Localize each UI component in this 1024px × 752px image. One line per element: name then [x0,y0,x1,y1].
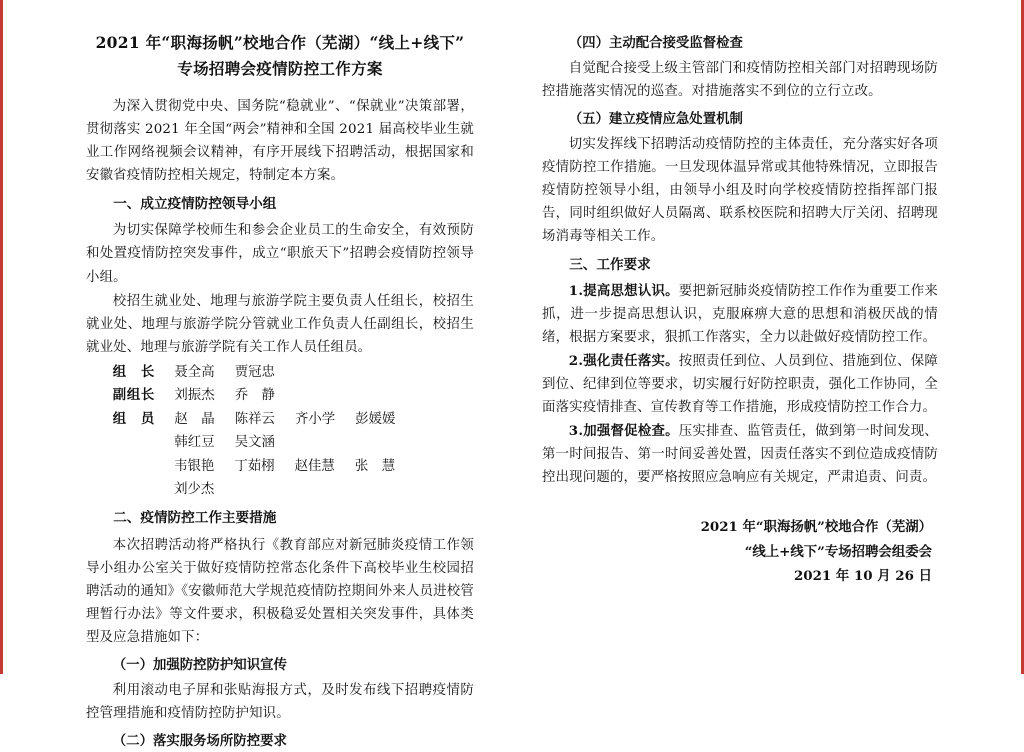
roster-names [174,408,474,455]
document-sheet [10,0,1014,749]
roster-name: 彭媛媛 [355,411,396,427]
page-title-line2: 专场招聘会疫情防控工作方案 [177,58,383,78]
requirement-text: 按照责任到位、人员到位、措施到位、保障到位、纪律到位等要求，切实履行好防控职责，强化工作协同，全面落实疫情排查、宣传教育等工作措施，形成疫情防控工作合力。 [542,354,938,416]
requirement-lead: 2.强化责任落实。 [568,353,679,370]
scan-edge-left [0,0,3,674]
requirement-lead: 3.加强督促检查。 [568,423,679,440]
roster-names [174,361,474,384]
signoff-block [542,515,938,587]
roster-name: 贾冠忠 [234,364,275,380]
subsection-heading-2: （二）落实服务场所防控要求 [112,732,287,749]
subsection-heading-5: （五）建立疫情应急处置机制 [568,110,743,127]
page-title-line1: 2021 年“职海扬帆”校地合作（芜湖）“线上+线下” [95,33,465,52]
roster-name: 韦银艳 [174,458,215,474]
roster-name: 吴文涵 [234,435,275,451]
roster-name: 丁茹栩 [234,458,275,474]
roster-name: 陈祥云 [234,411,275,427]
leadership-roster [86,361,474,502]
signoff-line-1: 2021 年“职海扬帆”校地合作（芜湖） [700,519,932,536]
requirement-text: 要把新冠肺炎疫情防控工作作为重要工作来抓，进一步提高思想认识，克服麻痹大意的思想和消极厌战的情绪，根据方案要求，狠抓工作落实，全力以赴做好疫情防控工作。 [542,284,938,346]
section-2-paragraph-1: 本次招聘活动将严格执行《教育部应对新冠肺炎疫情工作领导小组办公室关于做好疫情防控常态化条件下高校毕业生校园招聘活动的通知》《安徽师范大学规范疫情防控期间外来人员进校管理暂行办法》等文件要求，积极稳妥处置相关突发事件，具体类型及应急措施如下： [86,537,474,645]
page-title [86,30,474,81]
section-heading-1: 一、成立疫情防控领导小组 [113,196,277,213]
roster-name: 韩红豆 [174,435,215,451]
subsection-heading-1: （一）加强防控防护知识宣传 [112,656,287,673]
signoff-line-2: “线上+线下”专场招聘会组委会 [744,543,932,560]
roster-row [86,408,474,455]
roster-name: 赵 晶 [174,411,215,427]
roster-row [86,384,474,407]
subsection-5-paragraph: 切实发挥线下招聘活动疫情防控的主体责任，充分落实好各项疫情防控工作措施。一旦发现体温异常或其他特殊情况，立即报告疫情防控领导小组，由领导小组及时向学校疫情防控指挥部门报告，同时组织做好人员隔离、联系校医院和招聘大厅关闭、招聘现场消毒等相关工作。 [542,136,938,244]
roster-label: 副组长 [112,387,155,404]
roster-names [174,384,474,407]
roster-row [86,361,474,384]
page-column-right [512,18,986,664]
roster-names [174,455,474,502]
roster-name: 刘振杰 [174,388,215,404]
roster-name: 乔 静 [234,388,275,404]
section-heading-2: 二、疫情防控工作主要措施 [113,510,277,527]
roster-name: 张 慧 [354,458,396,474]
subsection-1-paragraph: 利用滚动电子屏和张贴海报方式，及时发布线下招聘疫情防控管理措施和疫情防控防护知识。 [86,682,474,721]
section-heading-3: 三、工作要求 [569,256,651,273]
requirement-text: 压实排查、监管责任，做到第一时间发现、第一时间报告、第一时间妥善处置，因责任落实不到位造成疫情防控出现问题的，要严格按照应急响应有关规定，严肃追责、问责。 [542,424,938,486]
roster-name: 聂全高 [174,364,215,380]
section-1-paragraph-1: 为切实保障学校师生和参会企业员工的生命安全，有效预防和处置疫情防控突发事件，成立“职旅天下”招聘会疫情防控领导小组。 [86,223,474,285]
roster-name: 刘少杰 [174,481,215,497]
requirement-lead: 1.提高思想认识。 [568,283,679,299]
roster-label: 组 员 [112,410,155,427]
page-column-left [38,18,512,749]
subsection-heading-4: （四）主动配合接受监督检查 [568,35,743,51]
subsection-4-paragraph: 自觉配合接受上级主管部门和疫情防控相关部门对招聘现场防控措施落实情况的巡查。对措施落实不到位的立行立改。 [542,60,938,99]
roster-label: 组 长 [112,363,155,380]
roster-row-continued [86,455,474,502]
requirement-item-1 [542,280,938,349]
intro-paragraph: 为深入贯彻党中央、国务院“稳就业”、“保就业”决策部署，贯彻落实 2021 年全国“两会”精神和全国 2021 届高校毕业生就业工作网络视频会议精神，有序开展线下招聘活动，根据国家和安徽省疫情防控相关规定，特制定本方案。 [86,99,474,184]
roster-name: 赵佳慧 [294,458,335,474]
signoff-date: 2021 年 10 月 26 日 [793,567,932,584]
requirement-item-2 [542,350,938,419]
section-1-paragraph-2: 校招生就业处、地理与旅游学院主要负责人任组长，校招生就业处、地理与旅游学院分管就业工作负责人任副组长，校招生就业处、地理与旅游学院有关工作人员任组员。 [86,293,474,355]
requirement-item-3 [542,420,938,489]
roster-name: 齐小学 [294,411,336,427]
